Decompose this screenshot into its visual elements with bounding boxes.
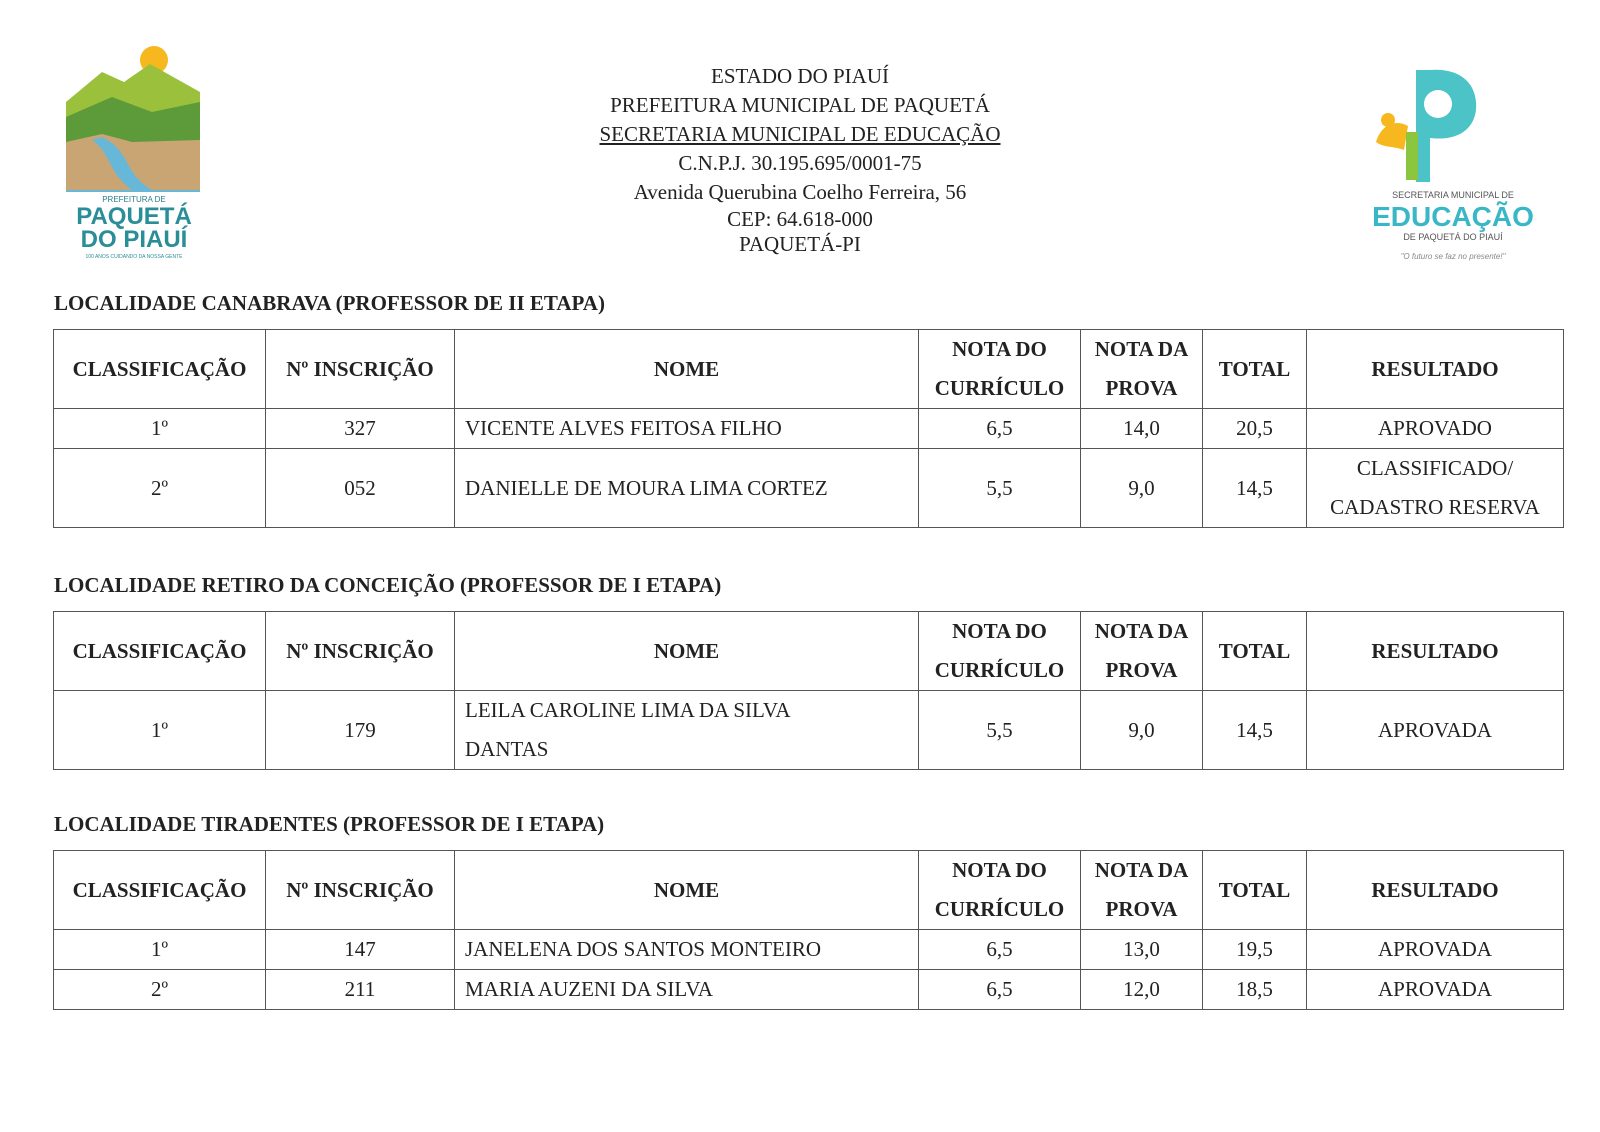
col-header-nota-prova-l1: NOTA DA xyxy=(1094,337,1189,361)
table-row xyxy=(54,409,1564,449)
header-cnpj: C.N.P.J. 30.195.695/0001-75 xyxy=(678,151,922,175)
header-city: PAQUETÁ-PI xyxy=(739,232,861,256)
cell-nota-prova: 9,0 xyxy=(1081,691,1203,770)
cell-nome-l1: LEILA CAROLINE LIMA DA SILVA xyxy=(465,698,791,722)
cell-nome: MARIA AUZENI DA SILVA xyxy=(455,970,919,1010)
logo-left-line1: PAQUETÁ xyxy=(76,203,192,230)
logo-right-line1: EDUCAÇÃO xyxy=(1372,201,1534,232)
col-header-total: TOTAL xyxy=(1203,851,1307,930)
col-header-nota-curriculo-l2: CURRÍCULO xyxy=(934,376,1065,400)
col-header-nota-prova-l2: PROVA xyxy=(1105,897,1178,921)
cell-total: 19,5 xyxy=(1203,930,1307,970)
logo-right-top-text: SECRETARIA MUNICIPAL DE xyxy=(1392,190,1514,200)
table-row xyxy=(54,930,1564,970)
cell-inscricao: 211 xyxy=(266,970,455,1010)
col-header-nota-prova xyxy=(1081,330,1203,409)
col-header-classificacao: CLASSIFICAÇÃO xyxy=(54,851,266,930)
cell-nome: VICENTE ALVES FEITOSA FILHO xyxy=(455,409,919,449)
table-header-row xyxy=(54,851,1564,930)
section-title-canabrava: LOCALIDADE CANABRAVA (PROFESSOR DE II ETAPA) xyxy=(54,291,605,315)
cell-inscricao: 327 xyxy=(266,409,455,449)
col-header-inscricao: Nº INSCRIÇÃO xyxy=(266,330,455,409)
col-header-resultado: RESULTADO xyxy=(1307,612,1564,691)
cell-nota-prova: 9,0 xyxy=(1081,449,1203,528)
logo-left-top-text: PREFEITURA DE xyxy=(102,195,166,204)
header-cep: CEP: 64.618-000 xyxy=(727,207,873,231)
cell-nota-prova: 14,0 xyxy=(1081,409,1203,449)
col-header-classificacao: CLASSIFICAÇÃO xyxy=(54,330,266,409)
col-header-resultado: RESULTADO xyxy=(1307,851,1564,930)
col-header-classificacao: CLASSIFICAÇÃO xyxy=(54,612,266,691)
col-header-nota-curriculo-l2: CURRÍCULO xyxy=(934,658,1065,682)
cell-resultado: APROVADA xyxy=(1307,970,1564,1010)
cell-inscricao: 052 xyxy=(266,449,455,528)
col-header-nota-curriculo-l1: NOTA DO xyxy=(952,337,1047,361)
col-header-inscricao: Nº INSCRIÇÃO xyxy=(266,612,455,691)
col-header-nota-curriculo-l1: NOTA DO xyxy=(952,858,1047,882)
results-table-canabrava xyxy=(53,329,1564,528)
logo-right-line2: DE PAQUETÁ DO PIAUÍ xyxy=(1403,232,1503,242)
cell-nota-prova: 12,0 xyxy=(1081,970,1203,1010)
cell-nome: DANIELLE DE MOURA LIMA CORTEZ xyxy=(455,449,919,528)
col-header-total: TOTAL xyxy=(1203,330,1307,409)
col-header-nota-curriculo xyxy=(919,851,1081,930)
cell-classificacao: 1º xyxy=(54,691,266,770)
cell-classificacao: 1º xyxy=(54,930,266,970)
cell-nome-l2: DANTAS xyxy=(465,737,549,761)
col-header-nota-curriculo xyxy=(919,330,1081,409)
cell-resultado-l2: CADASTRO RESERVA xyxy=(1330,495,1540,519)
cell-nota-prova: 13,0 xyxy=(1081,930,1203,970)
document-header xyxy=(0,62,1600,257)
cell-nome xyxy=(455,691,919,770)
col-header-resultado: RESULTADO xyxy=(1307,330,1564,409)
cell-total: 18,5 xyxy=(1203,970,1307,1010)
col-header-nota-curriculo-l2: CURRÍCULO xyxy=(934,897,1065,921)
cell-nota-curriculo: 5,5 xyxy=(919,449,1081,528)
col-header-nota-prova-l1: NOTA DA xyxy=(1094,858,1189,882)
table-header-row xyxy=(54,330,1564,409)
cell-classificacao: 2º xyxy=(54,449,266,528)
logo-left-tagline: 100 ANOS CUIDANDO DA NOSSA GENTE xyxy=(85,254,183,260)
section-title-retiro: LOCALIDADE RETIRO DA CONCEIÇÃO (PROFESSOR DE I ETAPA) xyxy=(54,573,722,597)
table-row xyxy=(54,449,1564,528)
col-header-nota-prova xyxy=(1081,612,1203,691)
logo-right-tagline: "O futuro se faz no presente!" xyxy=(1400,252,1506,261)
col-header-nota-prova-l2: PROVA xyxy=(1105,376,1178,400)
cell-nota-curriculo: 6,5 xyxy=(919,930,1081,970)
header-secretaria: SECRETARIA MUNICIPAL DE EDUCAÇÃO xyxy=(599,122,1001,146)
cell-inscricao: 179 xyxy=(266,691,455,770)
results-table-retiro xyxy=(53,611,1564,770)
cell-classificacao: 2º xyxy=(54,970,266,1010)
cell-nota-curriculo: 6,5 xyxy=(919,970,1081,1010)
header-prefeitura: PREFEITURA MUNICIPAL DE PAQUETÁ xyxy=(610,93,990,117)
col-header-nota-prova xyxy=(1081,851,1203,930)
cell-resultado xyxy=(1307,449,1564,528)
col-header-nota-prova-l1: NOTA DA xyxy=(1094,619,1189,643)
section-title-tiradentes: LOCALIDADE TIRADENTES (PROFESSOR DE I ETAPA) xyxy=(54,812,605,836)
cell-inscricao: 147 xyxy=(266,930,455,970)
cell-nota-curriculo: 6,5 xyxy=(919,409,1081,449)
col-header-nome: NOME xyxy=(455,612,919,691)
header-address: Avenida Querubina Coelho Ferreira, 56 xyxy=(633,180,967,204)
col-header-nota-prova-l2: PROVA xyxy=(1105,658,1178,682)
cell-resultado: APROVADA xyxy=(1307,930,1564,970)
table-row xyxy=(54,691,1564,770)
cell-nota-curriculo: 5,5 xyxy=(919,691,1081,770)
col-header-inscricao: Nº INSCRIÇÃO xyxy=(266,851,455,930)
col-header-total: TOTAL xyxy=(1203,612,1307,691)
table-header-row xyxy=(54,612,1564,691)
header-state: ESTADO DO PIAUÍ xyxy=(711,64,889,88)
cell-classificacao: 1º xyxy=(54,409,266,449)
cell-resultado: APROVADA xyxy=(1307,691,1564,770)
col-header-nome: NOME xyxy=(455,851,919,930)
cell-resultado: APROVADO xyxy=(1307,409,1564,449)
table-row xyxy=(54,970,1564,1010)
col-header-nota-curriculo xyxy=(919,612,1081,691)
col-header-nota-curriculo-l1: NOTA DO xyxy=(952,619,1047,643)
logo-left-line2: DO PIAUÍ xyxy=(80,226,188,253)
results-table-tiradentes xyxy=(53,850,1564,1010)
cell-total: 20,5 xyxy=(1203,409,1307,449)
cell-total: 14,5 xyxy=(1203,449,1307,528)
cell-total: 14,5 xyxy=(1203,691,1307,770)
cell-nome: JANELENA DOS SANTOS MONTEIRO xyxy=(455,930,919,970)
cell-resultado-l1: CLASSIFICADO/ xyxy=(1356,456,1514,480)
col-header-nome: NOME xyxy=(455,330,919,409)
